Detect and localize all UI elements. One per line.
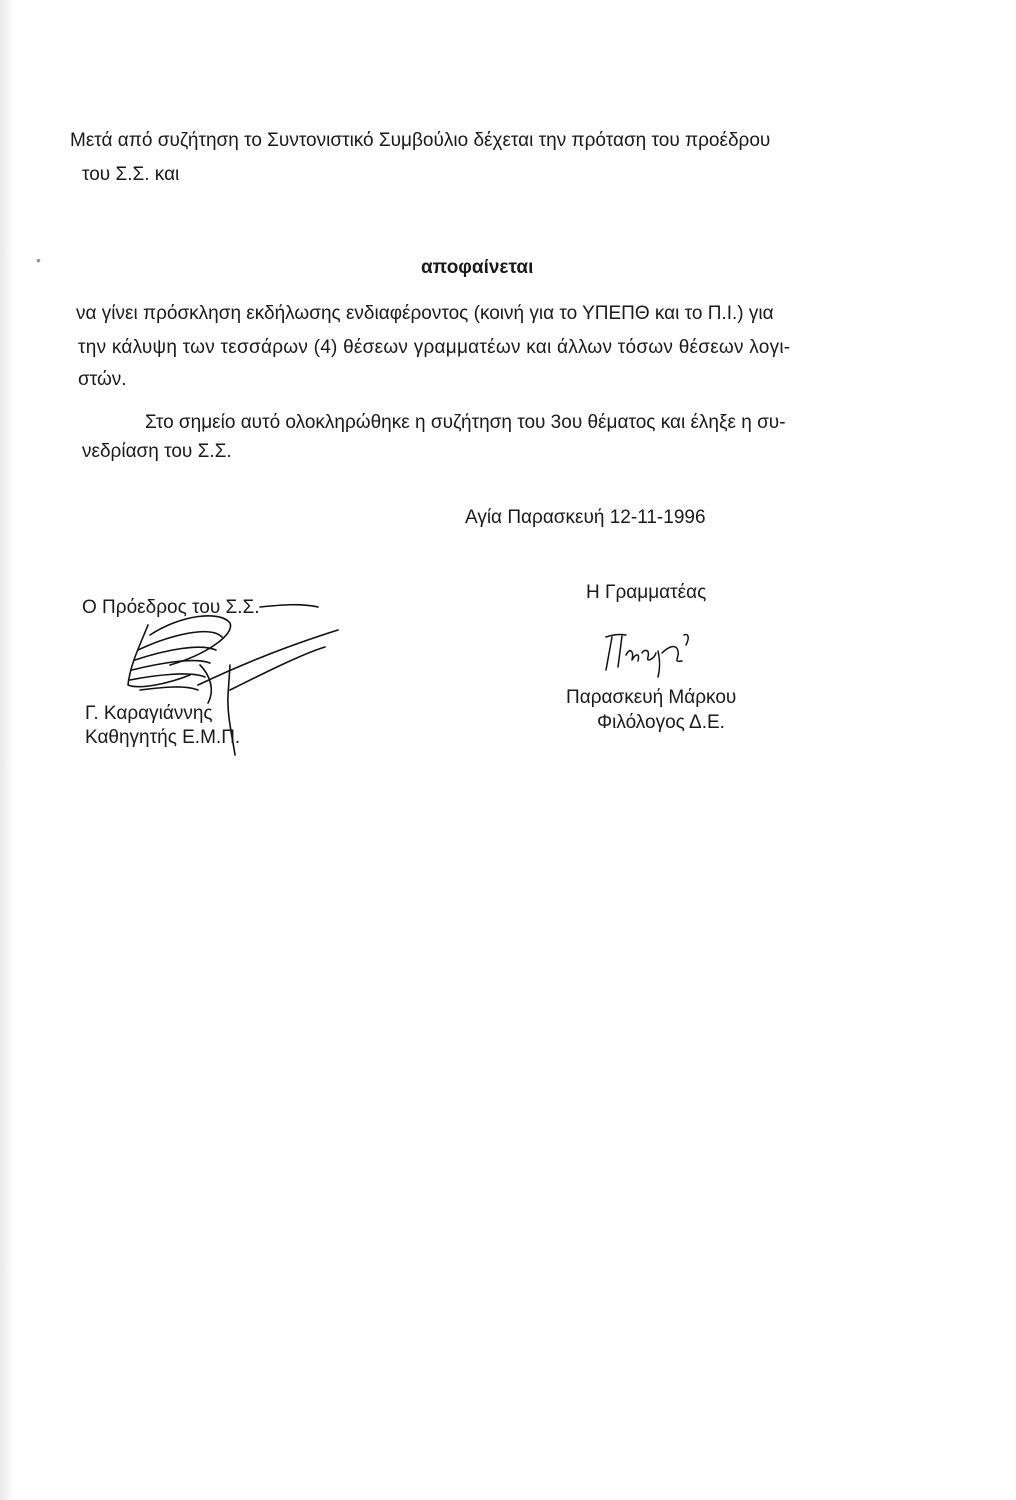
place-date: Αγία Παρασκευή 12-11-1996 [465, 507, 706, 528]
closing-line-1: Στο σημείο αυτό ολοκληρώθηκε η συζήτηση του 3ου θέματος και έληξε η συ- [145, 412, 786, 433]
right-signatory-position: Φιλόλογος Δ.Ε. [597, 712, 725, 733]
intro-line-2: του Σ.Σ. και [82, 164, 180, 185]
intro-line-1: Μετά από συζήτηση το Συντονιστικό Συμβούλιο δέχεται την πρόταση του προέδρου [70, 130, 771, 151]
decision-line-2: την κάλυψη των τεσσάρων (4) θέσεων γραμματέων και άλλων τόσων θέσεων λογι- [78, 337, 791, 358]
left-signatory-position: Καθηγητής Ε.Μ.Π. [85, 727, 241, 748]
secretary-signature [598, 625, 698, 685]
margin-mark: • [36, 252, 41, 268]
decision-line-1: να γίνει πρόσκληση εκδήλωσης ενδιαφέροντος (κοινή για το ΥΠΕΠΘ και το Π.Ι.) για [76, 303, 774, 324]
closing-line-2: νεδρίαση του Σ.Σ. [82, 441, 232, 462]
president-signature [110, 595, 350, 765]
right-signatory-title: Η Γραμματέας [586, 582, 707, 603]
right-signatory-name: Παρασκευή Μάρκου [566, 687, 737, 708]
left-signatory-title: Ο Πρόεδρος του Σ.Σ. [82, 597, 260, 618]
left-signatory-name: Γ. Καραγιάννης [85, 703, 213, 724]
decision-heading: αποφαίνεται [421, 257, 534, 278]
decision-line-3: στών. [78, 369, 127, 390]
